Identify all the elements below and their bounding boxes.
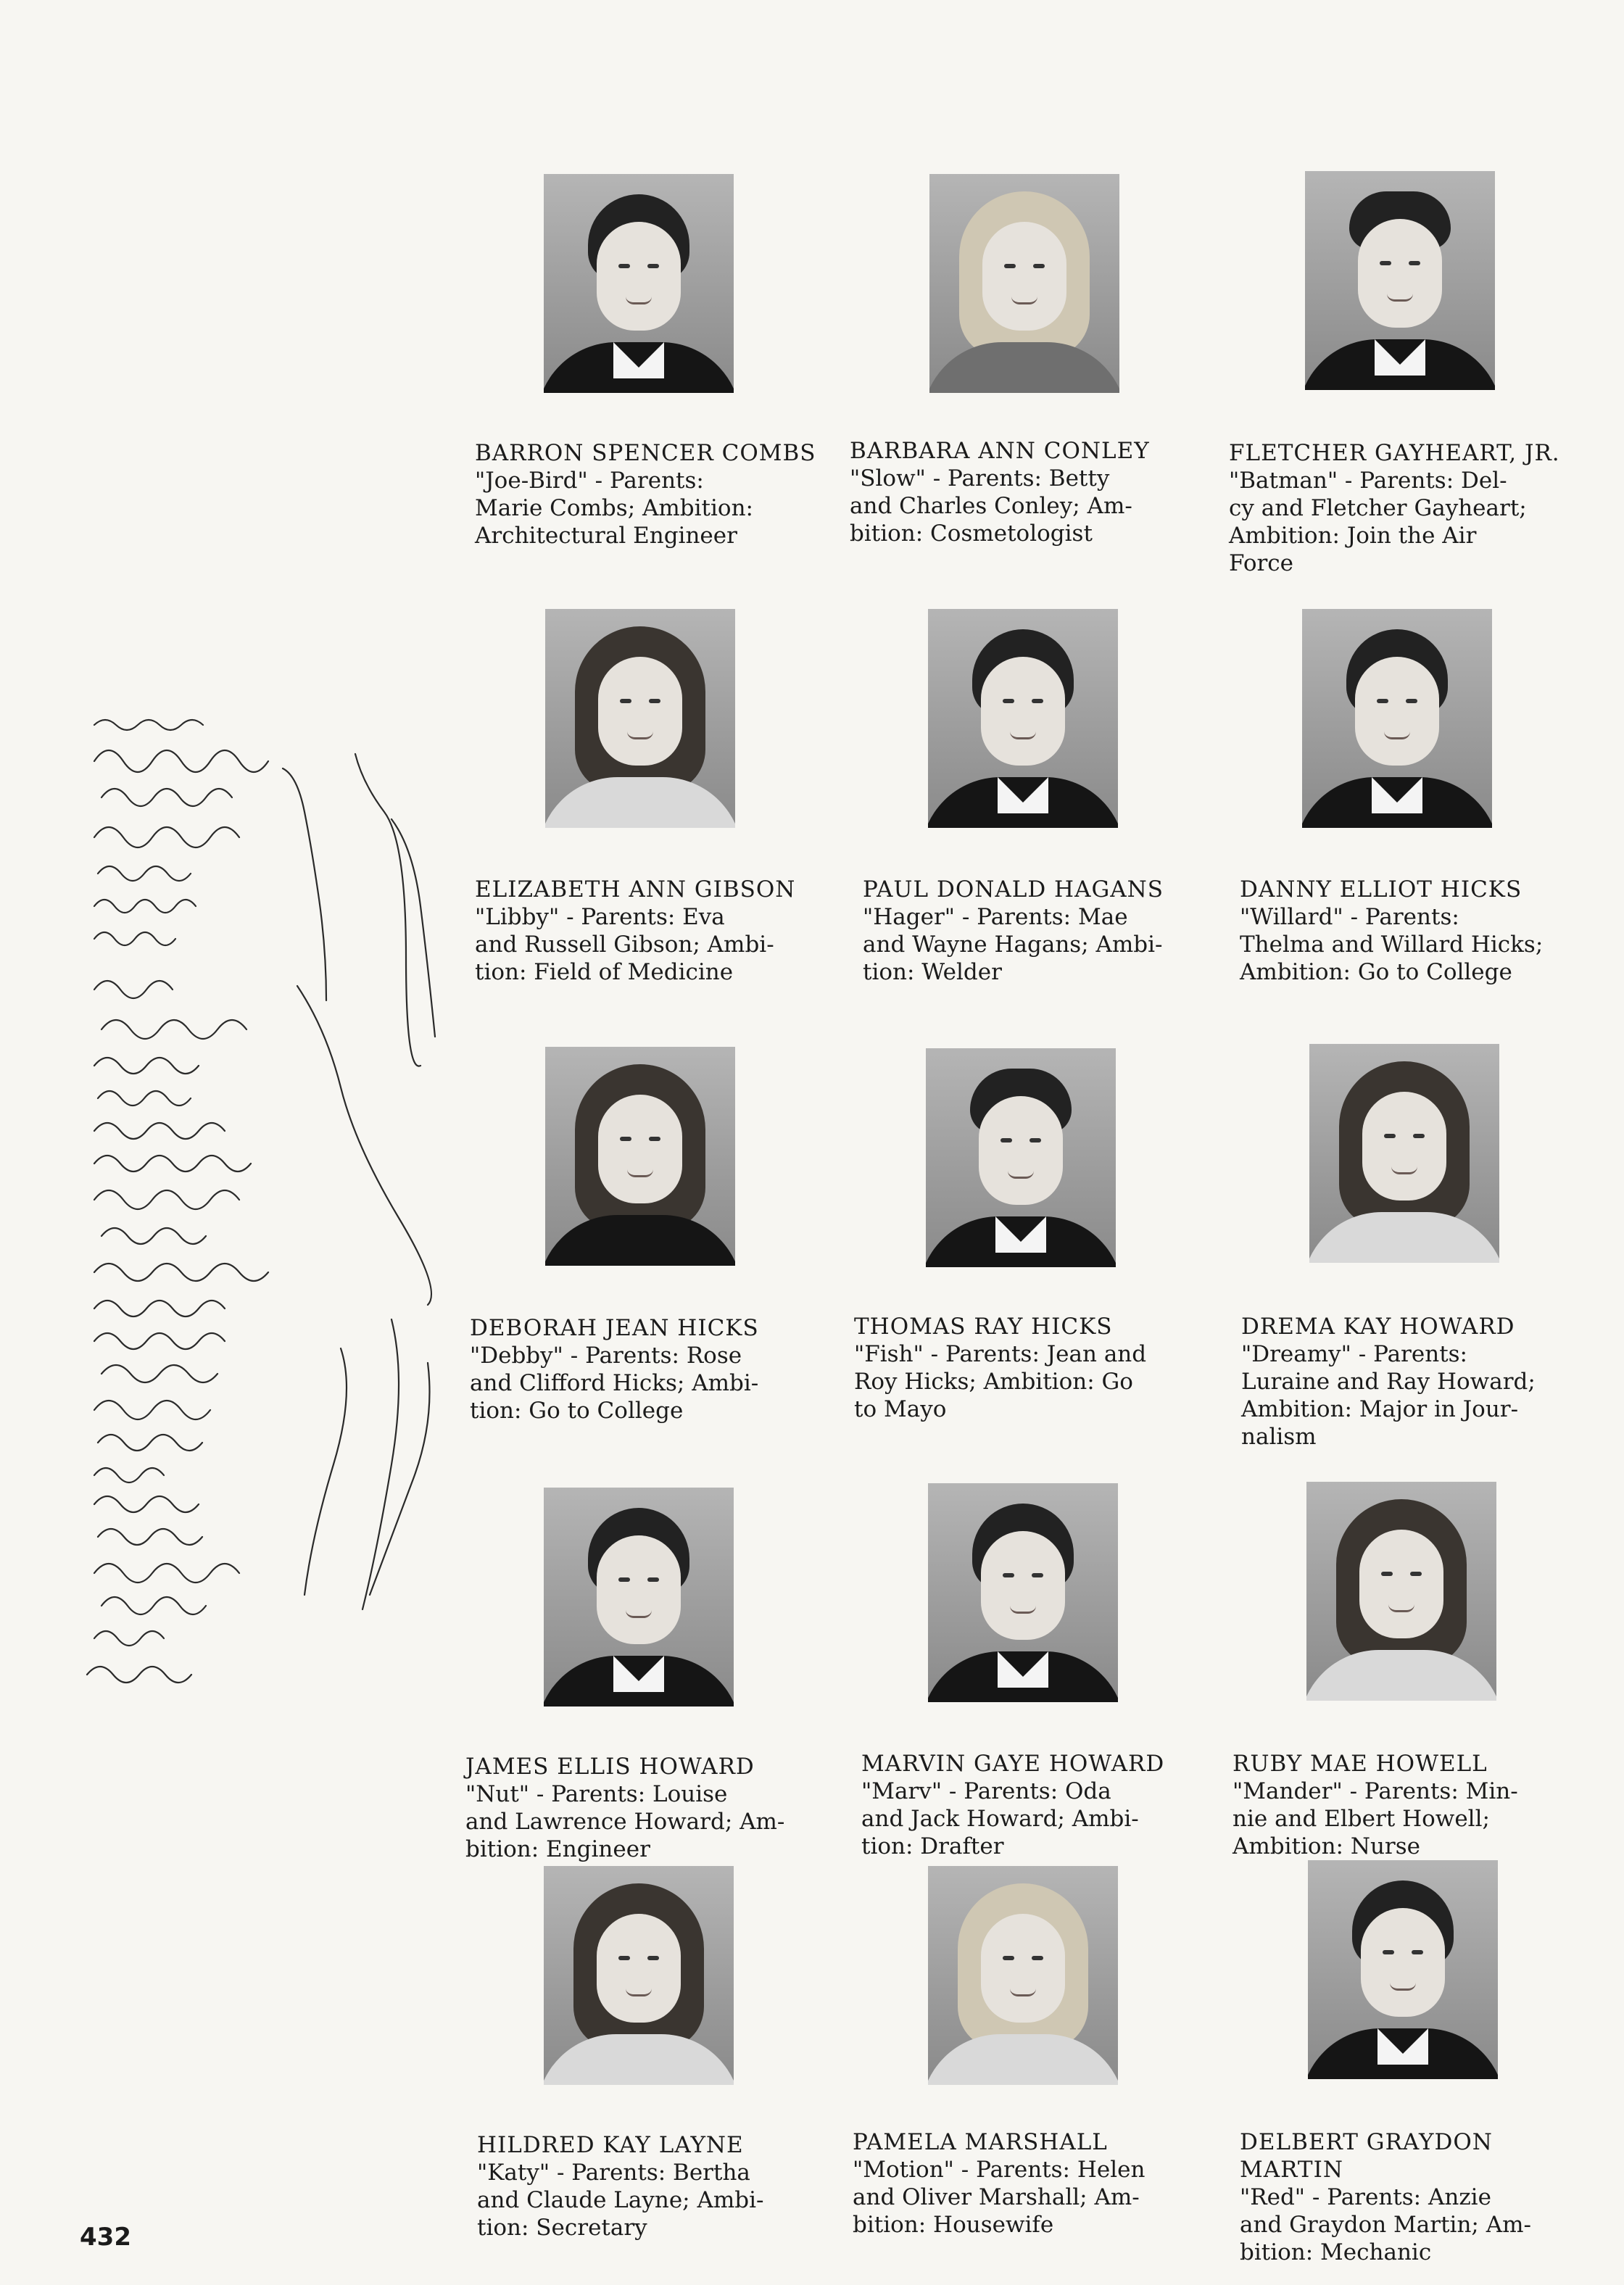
student-details: "Dreamy" - Parents: Luraine and Ray Howard; Ambition: Major in Jour- nalism [1241, 1341, 1536, 1450]
student-photo [929, 174, 1119, 393]
student-name: RUBY MAE HOWELL [1232, 1751, 1488, 1777]
student-photo [545, 1047, 735, 1266]
student-caption [1240, 2101, 1588, 2266]
student-caption [1232, 1722, 1580, 1860]
student-details: "Slow" - Parents: Betty and Charles Conley; Am- bition: Cosmetologist [850, 465, 1132, 547]
student-name: DANNY ELLIOT HICKS [1240, 876, 1522, 903]
student-photo [1309, 1044, 1499, 1263]
student-photo [928, 1483, 1118, 1702]
student-caption [861, 1722, 1209, 1860]
student-details: "Libby" - Parents: Eva and Russell Gibson; Ambi- tion: Field of Medicine [475, 904, 774, 985]
student-details: "Katy" - Parents: Bertha and Claude Layne; Ambi- tion: Secretary [477, 2160, 764, 2241]
student-details: "Batman" - Parents: Del- cy and Fletcher Gayheart; Ambition: Join the Air Force [1229, 468, 1527, 576]
autograph-signatures [80, 710, 457, 1696]
student-details: "Motion" - Parents: Helen and Oliver Marshall; Am- bition: Housewife [853, 2157, 1146, 2238]
student-photo [1306, 1482, 1496, 1701]
student-photo [545, 609, 735, 828]
student-caption [477, 2104, 825, 2242]
student-photo [928, 609, 1118, 828]
page-number: 432 [80, 2223, 131, 2252]
student-photo [544, 1488, 734, 1707]
student-caption [475, 412, 823, 550]
student-caption [1240, 848, 1588, 986]
student-photo [544, 1866, 734, 2085]
student-caption [475, 848, 823, 986]
student-name: PAUL DONALD HAGANS [863, 876, 1164, 903]
student-details: "Mander" - Parents: Min- nie and Elbert Howell; Ambition: Nurse [1232, 1778, 1518, 1859]
student-details: "Fish" - Parents: Jean and Roy Hicks; Ambition: Go to Mayo [854, 1341, 1147, 1422]
student-name: ELIZABETH ANN GIBSON [475, 876, 796, 903]
student-caption [850, 410, 1198, 547]
student-name: JAMES ELLIS HOWARD [465, 1754, 755, 1780]
student-name: BARRON SPENCER COMBS [475, 440, 816, 466]
student-photo [928, 1866, 1118, 2085]
student-details: "Debby" - Parents: Rose and Clifford Hicks; Ambi- tion: Go to College [470, 1343, 759, 1424]
student-photo [544, 174, 734, 393]
student-photo [1308, 1860, 1498, 2079]
student-caption [853, 2101, 1201, 2239]
student-details: "Red" - Parents: Anzie and Graydon Martin; Am- bition: Mechanic [1240, 2184, 1531, 2265]
student-caption [470, 1287, 818, 1425]
student-name: DELBERT GRAYDON MARTIN [1240, 2129, 1493, 2183]
student-photo [1305, 171, 1495, 390]
handwriting-image [80, 710, 457, 1696]
student-name: DEBORAH JEAN HICKS [470, 1315, 759, 1341]
student-caption [465, 1725, 813, 1863]
student-details: "Willard" - Parents: Thelma and Willard Hicks; Ambition: Go to College [1240, 904, 1544, 985]
student-name: FLETCHER GAYHEART, JR. [1229, 440, 1560, 466]
student-details: "Hager" - Parents: Mae and Wayne Hagans; Ambi- tion: Welder [863, 904, 1163, 985]
student-caption [863, 848, 1211, 986]
student-details: "Joe-Bird" - Parents: Marie Combs; Ambition: Architectural Engineer [475, 468, 753, 549]
student-name: BARBARA ANN CONLEY [850, 438, 1150, 464]
student-caption [1229, 412, 1577, 577]
student-caption [1241, 1285, 1589, 1451]
student-name: DREMA KAY HOWARD [1241, 1314, 1515, 1340]
student-name: HILDRED KAY LAYNE [477, 2132, 744, 2158]
student-details: "Marv" - Parents: Oda and Jack Howard; Ambi- tion: Drafter [861, 1778, 1139, 1859]
student-name: MARVIN GAYE HOWARD [861, 1751, 1165, 1777]
student-name: THOMAS RAY HICKS [854, 1314, 1113, 1340]
student-caption [854, 1285, 1202, 1423]
student-details: "Nut" - Parents: Louise and Lawrence Howard; Am- bition: Engineer [465, 1781, 785, 1862]
student-photo [926, 1048, 1116, 1267]
student-photo [1302, 609, 1492, 828]
student-name: PAMELA MARSHALL [853, 2129, 1108, 2155]
